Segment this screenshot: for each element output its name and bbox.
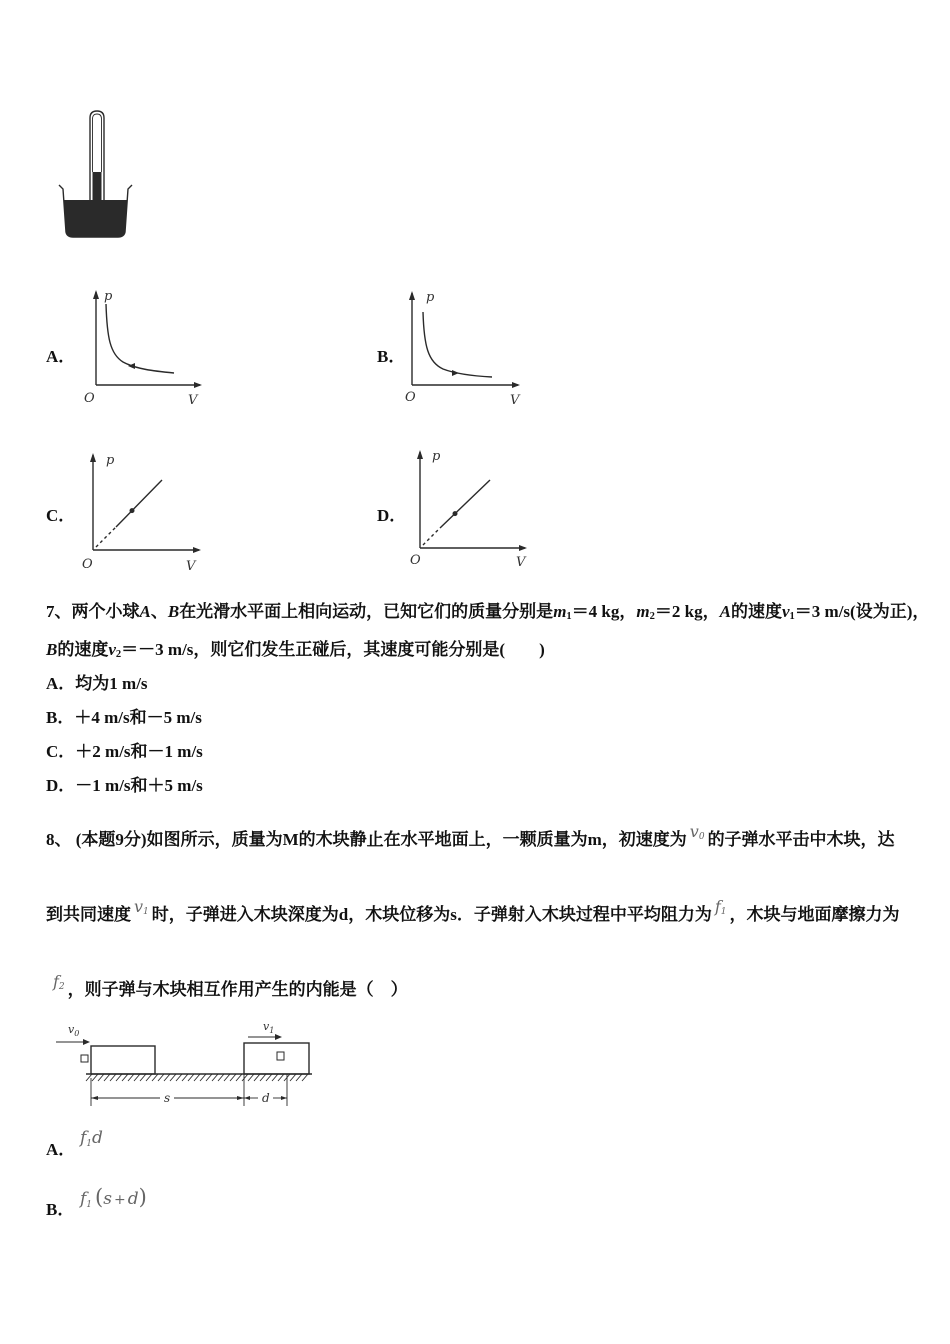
formula-f: f bbox=[80, 1189, 87, 1209]
q8-option-a-formula bbox=[80, 1126, 103, 1156]
d-dimension-arrow-right bbox=[281, 1096, 287, 1100]
process-line bbox=[116, 480, 162, 527]
q7-text: 在光滑水平面上相向运动，已知它们的质量分别是 bbox=[179, 602, 554, 621]
p-axis-label: p bbox=[426, 290, 435, 305]
q8-text: 的子弹水平击中木块，达 bbox=[707, 830, 895, 849]
q7-option-b[interactable]: B．＋4 m/s和－5 m/s bbox=[46, 708, 202, 727]
v1-arrow-head bbox=[275, 1034, 282, 1040]
var-m2: m bbox=[636, 602, 650, 621]
q8-stem-line-3 bbox=[50, 972, 408, 1000]
formula-v: v bbox=[689, 822, 699, 841]
formula-plus: + bbox=[113, 1192, 126, 1208]
process-direction-arrow bbox=[128, 363, 135, 369]
bullet bbox=[81, 1055, 88, 1062]
formula-subscript-0: 0 bbox=[698, 832, 705, 842]
v-axis-arrow bbox=[193, 547, 201, 553]
q7-text: 的速度 bbox=[57, 640, 109, 659]
p-axis-arrow bbox=[409, 291, 415, 300]
graph-option-d bbox=[404, 446, 534, 574]
origin-label: O bbox=[82, 557, 93, 572]
graph-option-c-label[interactable]: C． bbox=[46, 506, 76, 525]
bullet-block-figure bbox=[50, 1012, 320, 1112]
p-axis-label: p bbox=[106, 453, 115, 468]
v-axis-label: V bbox=[510, 393, 520, 408]
s-dimension-arrow-right bbox=[237, 1096, 244, 1100]
q7-text: ＝2 kg， bbox=[654, 602, 720, 621]
graph-option-d-label[interactable]: D． bbox=[377, 506, 407, 525]
process-direction-arrow bbox=[452, 370, 459, 376]
q7-option-d[interactable]: D．－1 m/s和＋5 m/s bbox=[46, 776, 203, 795]
isotherm-curve bbox=[106, 304, 174, 373]
q7-text: 的速度 bbox=[730, 602, 782, 621]
formula-close-paren: ) bbox=[138, 1185, 147, 1209]
q8-text: 到共同速度 bbox=[46, 905, 131, 924]
origin-label: O bbox=[410, 553, 421, 568]
q7-text: ＝－3 m/s，则它们发生正碰后，其速度可能分别是( ) bbox=[121, 640, 545, 659]
formula-f1 bbox=[715, 897, 727, 922]
d-label: d bbox=[262, 1091, 270, 1105]
subscript-1: 1 bbox=[566, 611, 572, 623]
p-axis-label: p bbox=[104, 289, 113, 304]
graph-option-b-label[interactable]: B． bbox=[377, 347, 406, 366]
tube-inner-wall bbox=[93, 114, 102, 172]
q7-option-a[interactable]: A．均为1 m/s bbox=[46, 674, 148, 693]
v0-label-v: v bbox=[68, 1023, 75, 1036]
var-b: B bbox=[167, 602, 180, 621]
formula-f: f bbox=[80, 1128, 87, 1148]
extrapolated-dashed-line bbox=[423, 528, 440, 545]
s-dimension-arrow-left bbox=[91, 1096, 98, 1100]
q8-option-b-label[interactable]: B． bbox=[46, 1200, 75, 1219]
v0-label-subscript: 0 bbox=[74, 1029, 80, 1038]
var-v1: v bbox=[781, 602, 790, 621]
graph-option-b bbox=[398, 284, 528, 414]
p-axis-arrow bbox=[93, 290, 99, 299]
state-point bbox=[130, 508, 135, 513]
origin-label: O bbox=[405, 390, 416, 405]
extrapolated-dashed-line bbox=[96, 527, 116, 547]
formula-subscript-1: 1 bbox=[143, 907, 149, 917]
process-line bbox=[440, 480, 490, 528]
q8-text: 8、 (本题9分)如图所示，质量为M的木块静止在水平地面上，一颗质量为m，初速度为 bbox=[46, 830, 687, 849]
v-axis-label: V bbox=[188, 393, 198, 408]
state-point bbox=[453, 511, 458, 516]
p-axis-arrow bbox=[417, 450, 423, 459]
var-a: A bbox=[139, 602, 151, 621]
formula-d: d bbox=[92, 1128, 103, 1148]
q8-text: 时，子弹进入木块深度为d，木块位移为s．子弹射入木块过程中平均阻力为 bbox=[151, 905, 712, 924]
wood-block-initial bbox=[91, 1046, 155, 1074]
formula-f: f bbox=[714, 897, 721, 916]
graph-option-c bbox=[76, 448, 206, 576]
var-a: A bbox=[719, 602, 731, 621]
v1-label-v: v bbox=[263, 1020, 270, 1033]
formula-f2 bbox=[53, 972, 65, 997]
s-label: s bbox=[164, 1091, 171, 1105]
v-axis-arrow bbox=[512, 382, 520, 388]
v1-label bbox=[263, 1020, 274, 1035]
p-axis-label: p bbox=[432, 449, 441, 464]
p-axis-arrow bbox=[90, 453, 96, 462]
graph-option-a-label[interactable]: A． bbox=[46, 347, 76, 366]
var-m1: m bbox=[553, 602, 567, 621]
formula-subscript-2: 2 bbox=[58, 982, 65, 992]
ground-hatching bbox=[86, 1074, 308, 1081]
embedded-bullet bbox=[277, 1052, 284, 1060]
d-dimension-arrow-left bbox=[244, 1096, 250, 1100]
q8-stem-line-2 bbox=[46, 897, 900, 925]
q8-option-b-formula bbox=[80, 1185, 147, 1217]
formula-f: f bbox=[53, 972, 59, 991]
formula-v0 bbox=[690, 822, 705, 847]
q7-text: ＝4 kg， bbox=[571, 602, 637, 621]
v-axis-arrow bbox=[194, 382, 202, 388]
origin-label: O bbox=[84, 391, 95, 406]
var-b: B bbox=[46, 640, 58, 659]
v1-label-subscript: 1 bbox=[269, 1026, 275, 1035]
q7-text: ＝3 m/s(设为正)， bbox=[794, 602, 930, 621]
formula-subscript-1: 1 bbox=[720, 907, 727, 917]
formula-v: v bbox=[134, 897, 144, 916]
v0-label bbox=[68, 1023, 79, 1038]
isotherm-curve bbox=[423, 312, 492, 377]
tube-liquid-column bbox=[93, 172, 102, 212]
q7-stem-line-1 bbox=[46, 602, 929, 627]
subscript-1: 1 bbox=[789, 611, 795, 623]
formula-v1 bbox=[134, 897, 149, 922]
formula-s: s bbox=[103, 1189, 112, 1209]
v-axis-arrow bbox=[519, 545, 527, 551]
v0-arrow-head bbox=[83, 1039, 90, 1045]
subscript-2: 2 bbox=[649, 611, 655, 623]
formula-subscript-1: 1 bbox=[86, 1139, 93, 1149]
graph-option-a bbox=[78, 282, 208, 414]
tube-in-beaker-figure bbox=[55, 108, 135, 243]
q8-stem-line-1 bbox=[46, 822, 895, 850]
q8-option-a-label[interactable]: A． bbox=[46, 1140, 76, 1159]
var-v2: v bbox=[108, 640, 116, 659]
formula-open-paren: ( bbox=[95, 1185, 104, 1209]
q7-option-c[interactable]: C．＋2 m/s和－1 m/s bbox=[46, 742, 203, 761]
q7-text: 7、两个小球 bbox=[46, 602, 140, 621]
q7-text: 、 bbox=[150, 602, 168, 621]
formula-subscript-1: 1 bbox=[86, 1200, 93, 1210]
q7-stem-line-2 bbox=[46, 640, 545, 665]
v-axis-label: V bbox=[516, 555, 526, 570]
subscript-2: 2 bbox=[115, 649, 122, 661]
q8-text: ，则子弹与木块相互作用产生的内能是（ ） bbox=[67, 980, 408, 999]
q8-text: ，木块与地面摩擦力为 bbox=[729, 905, 900, 924]
v-axis-label: V bbox=[186, 559, 196, 574]
formula-d: d bbox=[127, 1189, 139, 1209]
